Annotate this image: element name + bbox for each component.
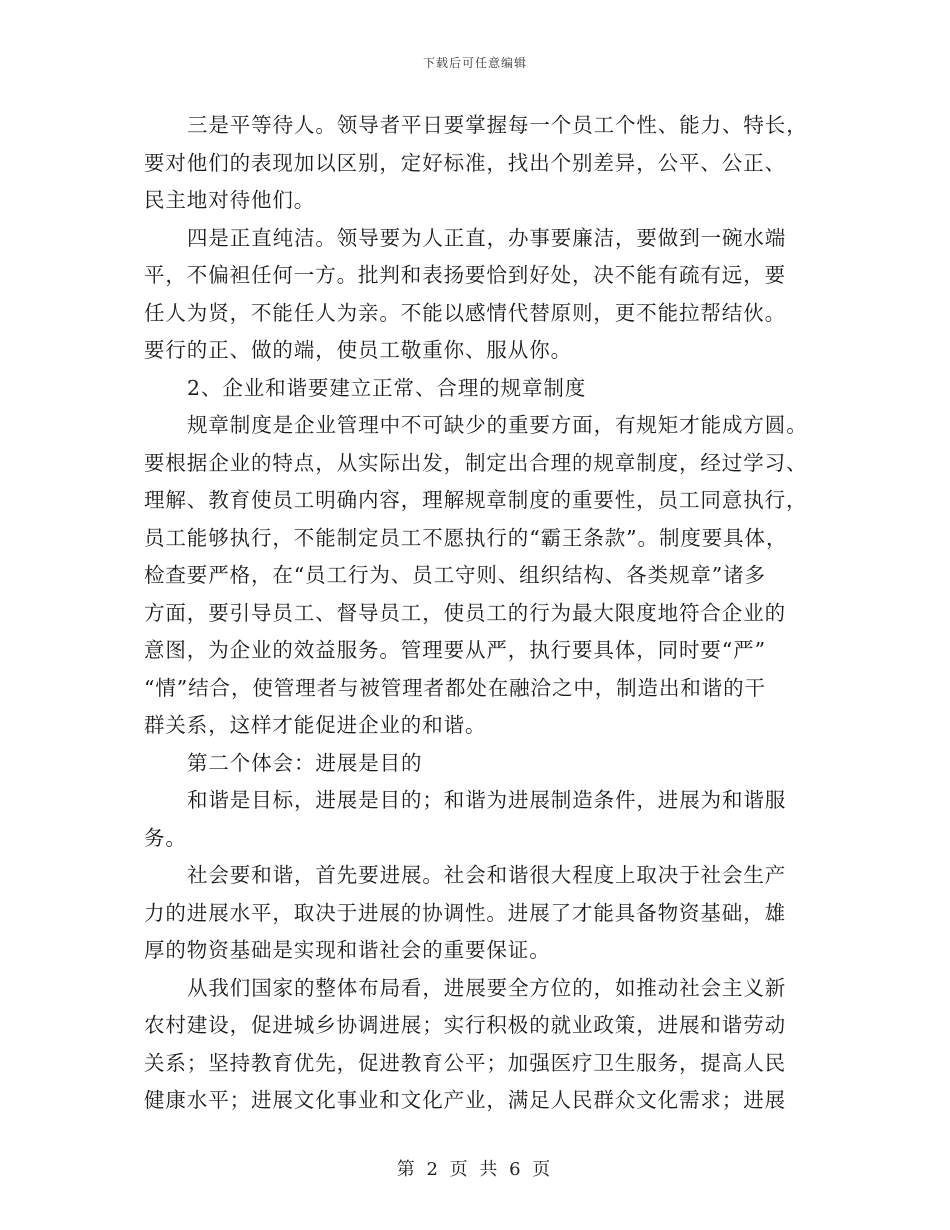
text-line: 要对他们的表现加以区别，定好标准，找出个别差异，公平、公正、 <box>144 150 786 175</box>
text-line: 关系；坚持教育优先，促进教育公平；加强医疗卫生服务，提高人民 <box>144 1050 786 1075</box>
text-line: 平，不偏袒任何一方。批判和表扬要恰到好处，决不能有疏有远，要 <box>144 263 786 287</box>
text-line: 方面，要引导员工、督导员工，使员工的行为最大限度地符合企业的 <box>144 600 786 625</box>
text-line: 从我们国家的整体布局看，进展要全方位的，如推动社会主义新 <box>187 975 787 1000</box>
text-line: 第二个体会：进展是目的 <box>187 750 423 775</box>
page-number-footer: 第 2 页 共 6 页 <box>396 1159 554 1180</box>
text-line: 三是平等待人。领导者平日要掌握每一个员工个性、能力、特长， <box>187 113 808 137</box>
text-line: 员工能够执行，不能制定员工不愿执行的“霸王条款”。制度要具体， <box>144 525 788 550</box>
text-line: 农村建设，促进城乡协调进展；实行积极的就业政策，进展和谐劳动 <box>144 1013 786 1037</box>
page-header-note: 下载后可任意编辑 <box>422 56 527 70</box>
text-line: 群关系，这样才能促进企业的和谐。 <box>144 713 487 737</box>
text-line: 理解、教育使员工明确内容，理解规章制度的重要性，员工同意执行， <box>144 488 808 512</box>
text-line: 要行的正、做的端，使员工敬重你、服从你。 <box>144 338 572 362</box>
text-line: 规章制度是企业管理中不可缺少的重要方面，有规矩才能成方圆。 <box>187 413 808 437</box>
text-line: 意图，为企业的效益服务。管理要从严，执行要具体，同时要“严” <box>144 638 766 662</box>
text-line: 民主地对待他们。 <box>144 188 316 212</box>
text-line: 力的进展水平，取决于进展的协调性。进展了才能具备物资基础，雄 <box>144 900 786 925</box>
text-line: 要根据企业的特点，从实际出发，制定出合理的规章制度，经过学习、 <box>144 450 808 475</box>
text-line: 和谐是目标，进展是目的；和谐为进展制造条件，进展为和谐服 <box>187 788 787 812</box>
text-line: 检查要严格，在“员工行为、员工守则、组织结构、各类规章”诸多 <box>144 563 766 587</box>
text-line: 任人为贤，不能任人为亲。不能以感情代替原则，更不能拉帮结伙。 <box>144 300 786 325</box>
text-line: 健康水平；进展文化事业和文化产业，满足人民群众文化需求；进展 <box>144 1088 786 1112</box>
text-line: 厚的物资基础是实现和谐社会的重要保证。 <box>144 938 551 962</box>
text-line: 社会要和谐，首先要进展。社会和谐很大程度上取决于社会生产 <box>187 863 787 887</box>
text-line: “情”结合，使管理者与被管理者都处在融洽之中，制造出和谐的干 <box>144 675 766 700</box>
text-line: 务。 <box>144 825 187 850</box>
text-line: 2、企业和谐要建立正常、合理的规章制度 <box>187 375 587 400</box>
text-line: 四是正直纯洁。领导要为人正直，办事要廉洁，要做到一碗水端 <box>187 225 787 250</box>
document-body <box>144 107 808 1120</box>
